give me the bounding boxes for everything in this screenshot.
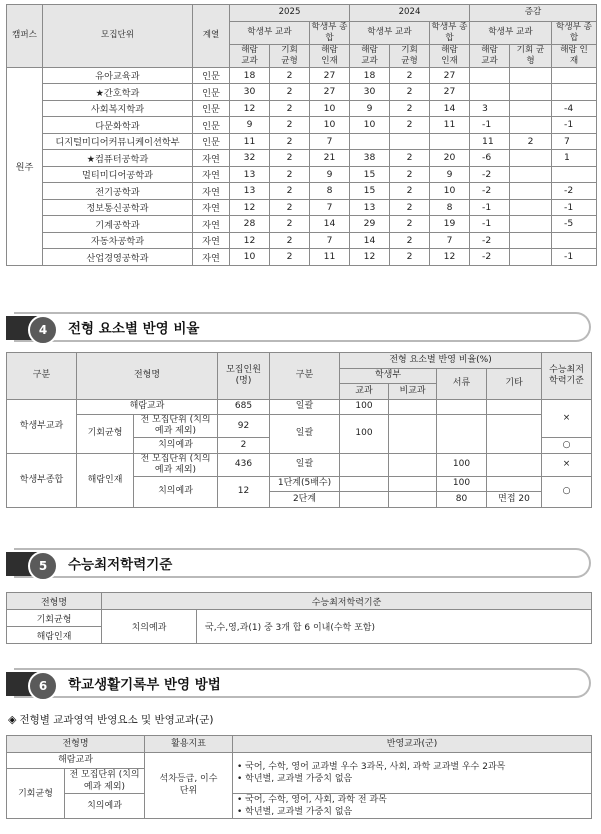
cell-interview: 면접 20 [487,492,542,508]
cell-value: 11 [430,117,470,134]
cell-n5: 12 [218,476,270,507]
cell-value: 29 [350,216,390,233]
cell-v100: 100 [340,415,389,454]
header-track: 계열 [193,5,230,68]
cell-value: 28 [230,216,270,233]
table-row [7,150,597,167]
cell-value: 9 [350,100,390,117]
selection-ratio-table [6,352,592,508]
school-record-table [6,735,592,819]
header-subj: 반영교과(군) [233,736,592,753]
cell-unit: 멀티미디어공학과 [43,166,193,183]
cell-track: 인문 [193,84,230,101]
table-row [7,67,597,84]
cell-value: 2 [390,150,430,167]
table-row [7,133,597,150]
header-gyogwa: 학생부 교과 [470,21,552,44]
cell-ilgwal: 일괄 [270,453,340,476]
cell-dental: 치의예과 [102,610,197,644]
section-number: 6 [28,671,58,701]
cell-value [510,117,552,134]
cell-dental: 치의예과 [134,476,218,507]
csat-minimum-table [6,592,592,644]
header-gubun: 구분 [7,353,77,400]
table-row [7,183,597,200]
cell-n4: 436 [218,453,270,476]
cell-unit: 유아교육과 [43,67,193,84]
cell-value [510,183,552,200]
cell-value: 13 [230,166,270,183]
cell-value: 21 [310,150,350,167]
cell-value: 20 [430,150,470,167]
cell-value: 2 [390,117,430,134]
header-gihoe: 기회 균형 [510,44,552,67]
header-gyogwa: 학생부 교과 [350,21,430,44]
header-gubun2: 구분 [270,353,340,400]
cell-value: 10 [230,249,270,266]
section-title: 학교생활기록부 반영 방법 [68,677,221,693]
subj-bullet: • 국어, 수학, 영어, 사회, 과학 전 과목 [237,795,387,805]
cell-subj-2 [233,794,592,819]
header-saengbu: 학생부 [340,368,437,384]
cell-value: -4 [552,100,597,117]
cell-v100: 100 [437,453,487,476]
header-gyogwa: 학생부 교과 [230,21,310,44]
cell-value [552,67,597,84]
cell-value: 2 [390,166,430,183]
cell-value: 14 [310,216,350,233]
cell-track: 인문 [193,117,230,134]
cell-value: 8 [310,183,350,200]
header-min: 수능최저 학력기준 [542,353,592,400]
header-jeonhyeong: 전형명 [77,353,218,400]
cell-unit: 사회복지학과 [43,100,193,117]
cell-value: 12 [430,249,470,266]
header-gihoe: 기회 균형 [390,44,430,67]
cell-value: 2 [390,183,430,200]
cell-v100: 100 [437,476,487,492]
header-inje: 해람 인재 [310,44,350,67]
cell-value: -1 [470,199,510,216]
cell-value: 12 [230,232,270,249]
cell-n3: 2 [218,438,270,454]
cell-value [470,67,510,84]
cell-unit: 자동차공학과 [43,232,193,249]
cell-all-units: 전 모집단위 (치의예과 제외) [65,769,145,794]
subj-bullet: • 학년별, 교과별 가중치 없음 [237,807,353,817]
cell-unit: ★컴퓨터공학과 [43,150,193,167]
cell-inje: 해람인재 [7,627,102,644]
cell-value: 9 [310,166,350,183]
cell-value: 2 [390,232,430,249]
section-6-subtitle [8,712,213,727]
cell-track: 자연 [193,216,230,233]
table-row [7,117,597,134]
cell-value: 30 [350,84,390,101]
header-seoryu: 서류 [437,368,487,399]
cell-value: 2 [270,183,310,200]
header-gita: 기타 [487,368,542,399]
cell-value: 11 [470,133,510,150]
cell-track: 자연 [193,183,230,200]
table-row [7,100,597,117]
header-jonghap: 학생부 종합 [552,21,597,44]
section-title: 수능최저학력기준 [68,557,173,573]
header-std: 수능최저학력기준 [102,593,592,610]
table-body [7,67,597,265]
table-header [7,5,597,68]
header-gyogwa: 교과 [340,384,389,400]
cell-track: 인문 [193,133,230,150]
cell-gihoe: 기회균형 [7,610,102,627]
cell-value: -1 [552,199,597,216]
cell-gihoe: 기회균형 [7,769,65,819]
header-diff: 증감 [470,5,597,22]
cell-value: 10 [430,183,470,200]
cell-value: 9 [430,166,470,183]
cell-value [350,133,390,150]
section-6-header [6,668,591,700]
cell-value: 2 [270,166,310,183]
cell-dental: 치의예과 [134,438,218,454]
cell-value: 10 [350,117,390,134]
cell-value: 27 [310,67,350,84]
cell-value [510,216,552,233]
cell-value [510,84,552,101]
cell-value: 14 [350,232,390,249]
cell-value: 2 [390,67,430,84]
section-number: 5 [28,551,58,581]
cell-value: -2 [470,166,510,183]
cell-value: 1 [552,150,597,167]
cell-value: -6 [470,150,510,167]
diamond-arrow-icon: ◈ [8,713,17,726]
cell-campus: 원주 [7,67,43,265]
table-row [7,199,597,216]
cell-value: 2 [270,199,310,216]
cell-dental: 치의예과 [65,794,145,819]
header-haeram: 해람 교과 [470,44,510,67]
cell-min-x: × [542,453,592,476]
section-5-header [6,548,591,580]
table-row [7,232,597,249]
header-name: 전형명 [7,736,145,753]
cell-value: -1 [552,249,597,266]
cell-value [552,84,597,101]
header-inje: 해람 인재 [552,44,597,67]
cell-value: 2 [270,216,310,233]
cell-haeram-inje: 해람인재 [77,453,134,507]
header-campus: 캠퍼스 [7,5,43,68]
cell-v100: 100 [340,399,389,415]
cell-value: 9 [230,117,270,134]
cell-all-units: 전 모집단위 (치의예과 제외) [134,415,218,438]
cell-ilgwal: 일괄 [270,415,340,454]
header-2024: 2024 [350,5,470,22]
cell-g-jonghap: 학생부종합 [7,453,77,507]
cell-value: 7 [310,232,350,249]
cell-value: 7 [552,133,597,150]
cell-value [552,232,597,249]
cell-value: 2 [270,67,310,84]
subtitle-text: 전형별 교과영역 반영요소 및 반영교과(군) [19,714,214,726]
cell-v80: 80 [437,492,487,508]
cell-value: 2 [270,249,310,266]
header-haeram: 해람 교과 [230,44,270,67]
cell-value: -2 [552,183,597,200]
cell-value: 7 [310,199,350,216]
cell-track: 자연 [193,249,230,266]
cell-value: 19 [430,216,470,233]
cell-track: 인문 [193,67,230,84]
cell-value: 7 [310,133,350,150]
subj-bullet: • 학년별, 교과별 가중치 없음 [237,773,353,784]
cell-min-o: ○ [542,438,592,454]
cell-track: 자연 [193,232,230,249]
header-bigyogwa: 비교과 [389,384,437,400]
cell-value: 7 [430,232,470,249]
cell-min-o: ○ [542,476,592,507]
cell-value: 10 [310,100,350,117]
cell-value: 2 [390,84,430,101]
cell-value: 11 [310,249,350,266]
cell-value: 2 [390,199,430,216]
cell-value: 2 [270,84,310,101]
cell-value: -1 [470,216,510,233]
cell-subj-1 [233,752,592,794]
cell-value: 18 [230,67,270,84]
cell-value [510,100,552,117]
cell-value: -1 [470,117,510,134]
header-index: 활용지표 [145,736,233,753]
header-ratio: 전형 요소별 반영 비율(%) [340,353,542,369]
section-number: 4 [28,315,58,345]
cell-value: 30 [230,84,270,101]
cell-unit: 기계공학과 [43,216,193,233]
subj-bullet: • 국어, 수학, 영어 교과별 우수 3과목, 사회, 과학 교과별 우수 2과목 [237,761,506,772]
cell-value: 38 [350,150,390,167]
table-row [7,216,597,233]
cell-value: 2 [270,150,310,167]
section-title: 전형 요소별 반영 비율 [68,321,200,337]
cell-unit: ★간호학과 [43,84,193,101]
cell-value: 15 [350,183,390,200]
cell-track: 인문 [193,100,230,117]
cell-g-gyogwa: 학생부교과 [7,399,77,453]
cell-value: 18 [350,67,390,84]
cell-value: 2 [390,249,430,266]
header-inje: 해람 인재 [430,44,470,67]
cell-value [510,67,552,84]
cell-value: 12 [350,249,390,266]
cell-value: 2 [390,216,430,233]
cell-value [470,84,510,101]
header-jonghap: 학생부 종합 [310,21,350,44]
cell-value: 10 [310,117,350,134]
cell-std: 국,수,영,과(1) 중 3개 합 6 이내(수학 포함) [197,610,592,644]
table-row [7,249,597,266]
cell-value: -2 [470,249,510,266]
cell-ilgwal: 일괄 [270,399,340,415]
cell-value: 3 [470,100,510,117]
header-jonghap: 학생부 종합 [430,21,470,44]
cell-value: 12 [230,199,270,216]
cell-unit: 전기공학과 [43,183,193,200]
cell-value: -2 [470,232,510,249]
cell-value: 27 [430,67,470,84]
cell-value: 13 [230,183,270,200]
cell-value: 2 [270,133,310,150]
cell-stage1: 1단계(5배수) [270,476,340,492]
cell-value: 13 [350,199,390,216]
cell-value [510,166,552,183]
cell-unit: 산업경영공학과 [43,249,193,266]
header-inwon: 모집인원 (명) [218,353,270,400]
cell-unit: 다문화학과 [43,117,193,134]
cell-unit: 정보통신공학과 [43,199,193,216]
cell-value [510,232,552,249]
cell-all-units: 전 모집단위 (치의예과 제외) [134,453,218,476]
header-2025: 2025 [230,5,350,22]
cell-value: 2 [270,100,310,117]
cell-value [510,150,552,167]
table-row [7,166,597,183]
cell-value [552,166,597,183]
cell-value: 2 [510,133,552,150]
cell-haeram: 해람교과 [7,752,145,769]
cell-value: 32 [230,150,270,167]
cell-n2: 92 [218,415,270,438]
cell-value: 14 [430,100,470,117]
header-haeram: 해람 교과 [350,44,390,67]
admission-quota-table [6,4,597,266]
cell-value [510,199,552,216]
header-name: 전형명 [7,593,102,610]
header-gihoe: 기회 균형 [270,44,310,67]
cell-value: 2 [390,100,430,117]
header-unit: 모집단위 [43,5,193,68]
cell-value: 2 [270,117,310,134]
cell-value [430,133,470,150]
section-4-header [6,312,591,344]
cell-value [510,249,552,266]
cell-value: 11 [230,133,270,150]
cell-gihoe: 기회균형 [77,415,134,454]
cell-value: 12 [230,100,270,117]
cell-value: 8 [430,199,470,216]
cell-value: -1 [552,117,597,134]
cell-value: -5 [552,216,597,233]
cell-min-x: × [542,399,592,438]
cell-value: 15 [350,166,390,183]
cell-track: 자연 [193,166,230,183]
cell-value: 2 [270,232,310,249]
cell-haeram-gyogwa: 해람교과 [77,399,218,415]
table-row [7,84,597,101]
cell-unit: 디지털미디어커뮤니케이션학부 [43,133,193,150]
cell-value [390,133,430,150]
cell-n1: 685 [218,399,270,415]
cell-value: 27 [430,84,470,101]
cell-track: 자연 [193,199,230,216]
cell-index: 석차등급, 이수단위 [145,752,233,819]
cell-track: 자연 [193,150,230,167]
cell-value: -2 [470,183,510,200]
cell-stage2: 2단계 [270,492,340,508]
cell-value: 27 [310,84,350,101]
